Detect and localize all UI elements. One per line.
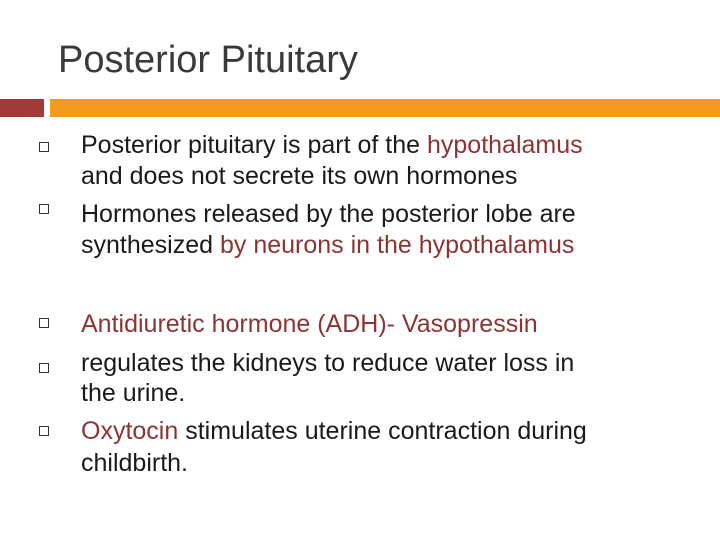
bullet-line	[81, 309, 538, 339]
title-rule	[50, 99, 720, 117]
bullet-line	[81, 416, 587, 446]
highlight-run: by neurons in the hypothalamus	[219, 231, 575, 259]
bullet-square-icon	[39, 363, 49, 373]
text-run: and does not secrete its own hormones	[81, 162, 518, 190]
text-run: regulates the kidneys to reduce water loss in	[81, 349, 575, 377]
text-run: Hormones released by the posterior lobe are	[81, 200, 576, 228]
text-run: the urine.	[81, 379, 186, 407]
bullet-line	[81, 130, 583, 160]
highlight-run: hypothalamus	[426, 131, 583, 159]
title-rule-accent	[0, 99, 44, 117]
slide-title: Posterior Pituitary	[58, 39, 358, 81]
highlight-run: Antidiuretic hormone (ADH)- Vasopressin	[81, 310, 538, 338]
bullet-square-icon	[39, 142, 49, 152]
bullet-line	[81, 348, 574, 378]
text-run: childbirth.	[81, 449, 188, 477]
bullet-line	[81, 199, 576, 229]
text-run: synthesized	[81, 231, 220, 259]
bullet-square-icon	[39, 318, 49, 328]
bullet-line	[81, 161, 517, 191]
bullet-line	[81, 378, 185, 408]
bullet-square-icon	[39, 204, 49, 214]
text-run: stimulates uterine contraction during	[178, 417, 587, 445]
bullet-line	[81, 230, 574, 260]
bullet-line	[81, 448, 188, 478]
highlight-run: Oxytocin	[81, 417, 179, 445]
bullet-square-icon	[39, 426, 49, 436]
text-run: Posterior pituitary is part of the	[81, 131, 427, 159]
